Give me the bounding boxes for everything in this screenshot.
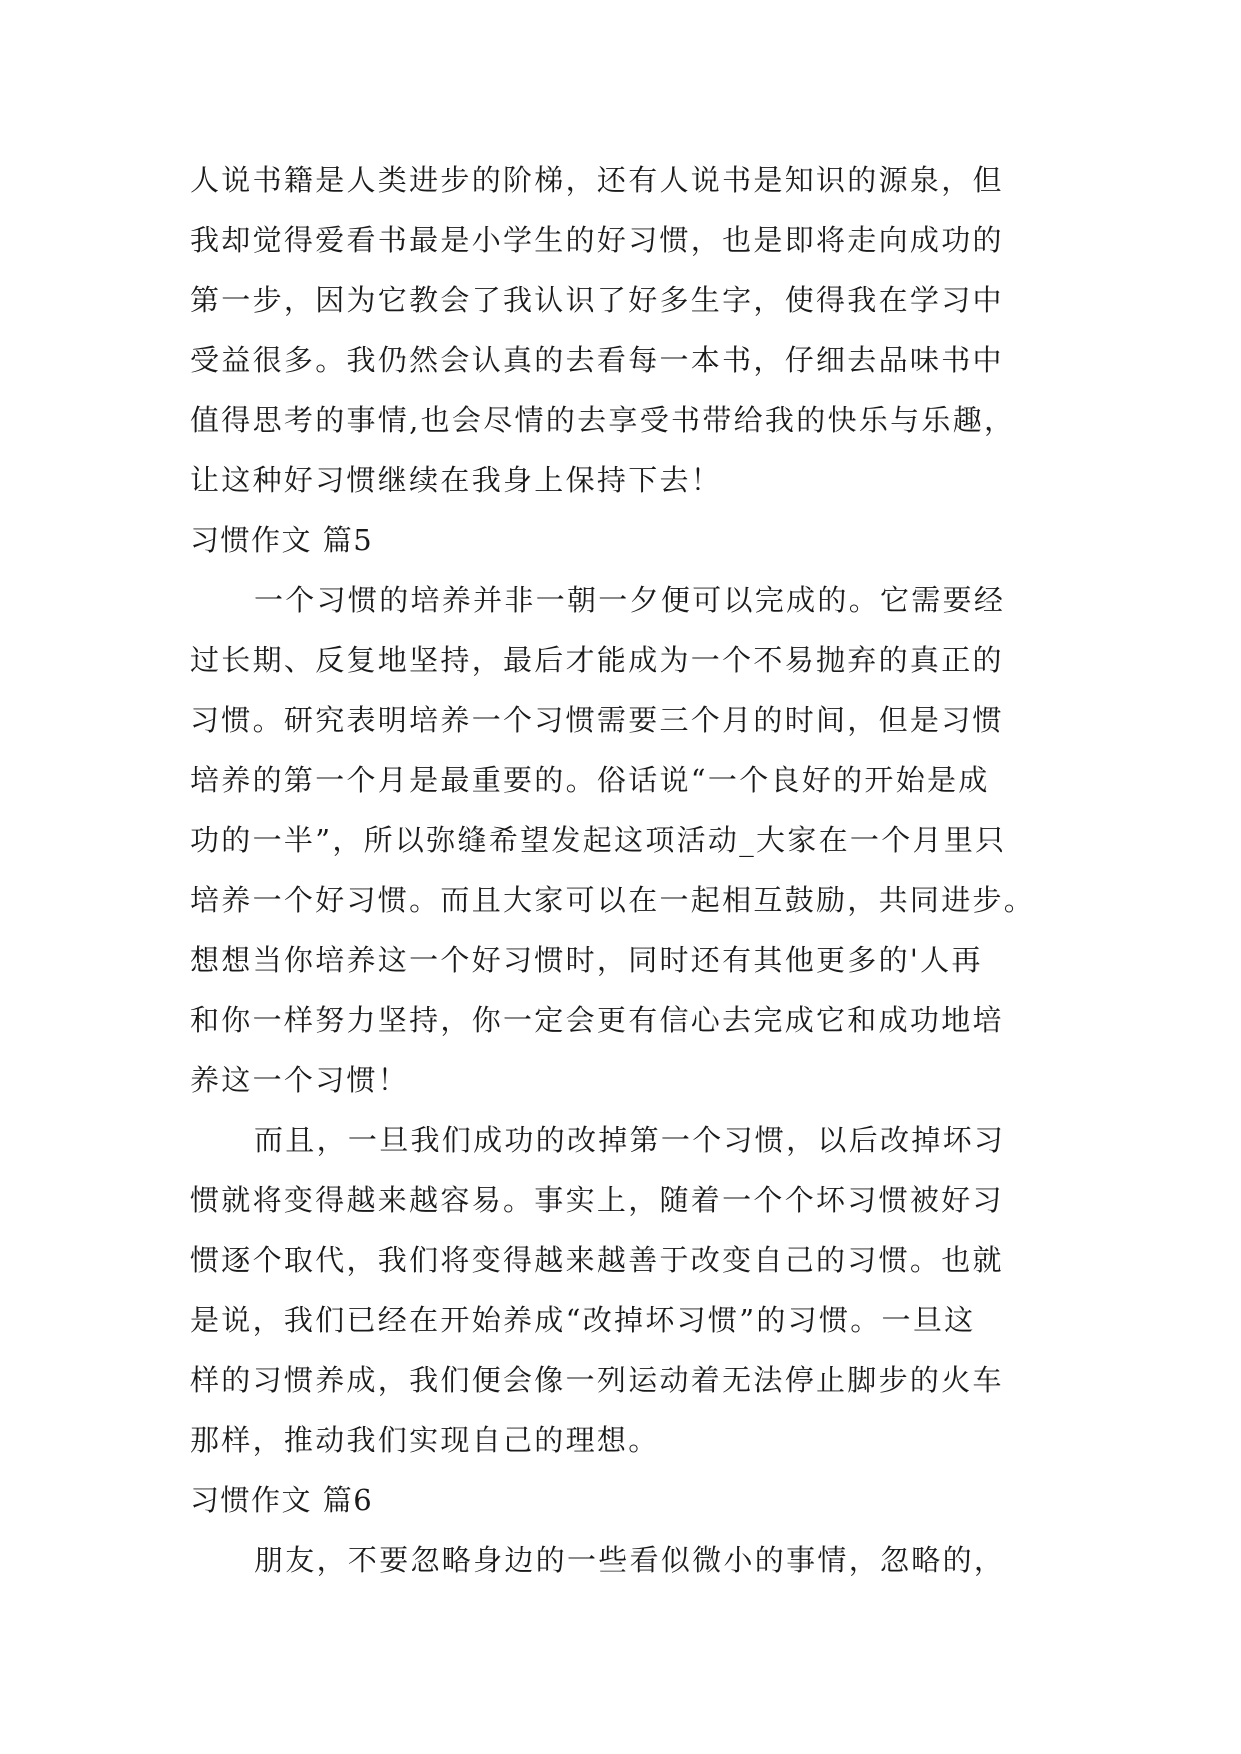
text-line: 功的一半”，所以弥缝希望发起这项活动_大家在一个月里只 (190, 823, 1007, 857)
text-line: 我却觉得爱看书最是小学生的好习惯，也是即将走向成功的 (190, 223, 1004, 257)
text-line: 养这一个习惯！ (190, 1063, 410, 1097)
text-line: 受益很多。我仍然会认真的去看每一本书，仔细去品味书中 (190, 343, 1004, 377)
section-heading-5: 习惯作文 篇5 (190, 523, 374, 557)
text-line: 是说，我们已经在开始养成“改掉坏习惯”的习惯。一旦这 (190, 1303, 976, 1337)
text-line: 人说书籍是人类进步的阶梯，还有人说书是知识的源泉，但 (190, 163, 1004, 197)
text-line: 样的习惯养成，我们便会像一列运动着无法停止脚步的火车 (190, 1363, 1004, 1397)
text-line: 朋友，不要忽略身边的一些看似微小的事情，忽略的， (254, 1543, 1006, 1577)
text-line: 想想当你培养这一个好习惯时，同时还有其他更多的'人再 (190, 943, 983, 977)
text-line: 习惯。研究表明培养一个习惯需要三个月的时间，但是习惯 (190, 703, 1004, 737)
text-line: 值得思考的事情,也会尽情的去享受书带给我的快乐与乐趣， (190, 403, 1016, 437)
text-line: 惯就将变得越来越容易。事实上，随着一个个坏习惯被好习 (190, 1183, 1004, 1217)
text-line: 让这种好习惯继续在我身上保持下去！ (190, 463, 723, 497)
text-line: 第一步，因为它教会了我认识了好多生字，使得我在学习中 (190, 283, 1004, 317)
text-line: 惯逐个取代，我们将变得越来越善于改变自己的习惯。也就 (190, 1243, 1004, 1277)
document-page (190, 150, 1060, 1590)
text-line: 一个习惯的培养并非一朝一夕便可以完成的。它需要经 (254, 583, 1006, 617)
paragraph-3 (190, 1110, 1060, 1470)
text-line: 培养一个好习惯。而且大家可以在一起相互鼓励，共同进步。 (190, 883, 1036, 917)
text-line: 那样，推动我们实现自己的理想。 (190, 1423, 660, 1457)
text-line: 和你一样努力坚持，你一定会更有信心去完成它和成功地培 (190, 1003, 1004, 1037)
paragraph-1 (190, 150, 1060, 510)
text-line: 培养的第一个月是最重要的。俗话说“一个良好的开始是成 (190, 763, 990, 797)
text-line: 而且，一旦我们成功的改掉第一个习惯，以后改掉坏习 (254, 1123, 1006, 1157)
paragraph-4 (190, 1530, 1060, 1590)
text-line: 过长期、反复地坚持，最后才能成为一个不易抛弃的真正的 (190, 643, 1004, 677)
section-heading-6: 习惯作文 篇6 (190, 1483, 374, 1517)
paragraph-2 (190, 570, 1060, 1110)
